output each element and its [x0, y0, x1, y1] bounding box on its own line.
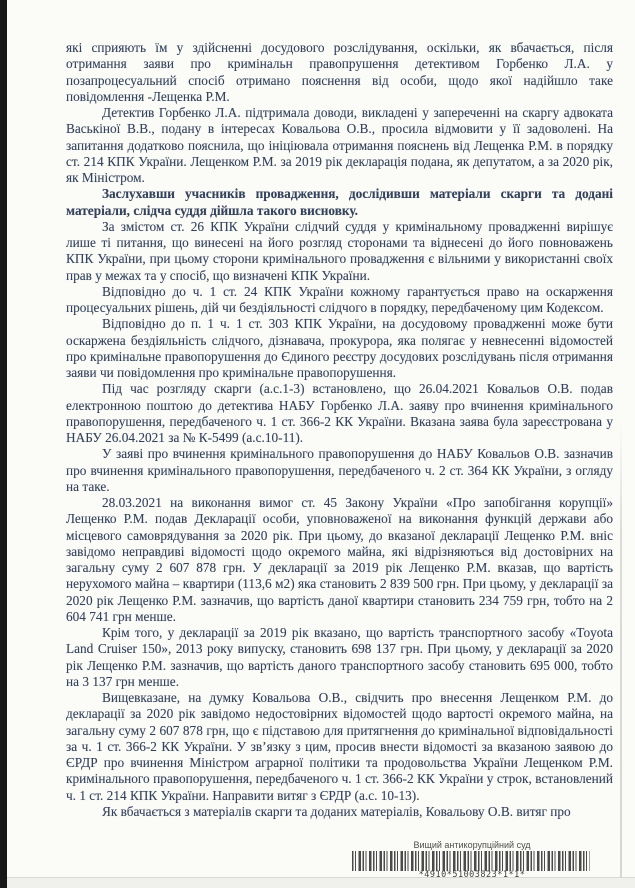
- page-edge-right: [620, 420, 622, 878]
- paragraph: Відповідно до ч. 1 ст. 24 КПК України кожному гарантується право на оскарження процесуальних рішень, дій чи бездіяльності слідчого в порядку, передбаченому цим Кодексом.: [66, 283, 613, 315]
- paragraph-conclusion-heading: Заслухавши учасників провадження, дослідивши матеріали скарги та додані матеріали, слідча суддя дійшла такого висновку.: [66, 186, 613, 218]
- paragraph: 28.03.2021 на виконання вимог ст. 45 Закону України «Про запобігання корупції» Лещенко Р.М. подав Декларації особи, уповноваженої на виконання функцій держави або місцевого самоврядування за 2020 рік. При цьому, до вказаної декларації Лещенко Р.М. вніс завідомо неправдиві відомості щодо окремого майна, які відрізняються від достовірних на загальну суму 2 607 878 грн. У декларації за 2019 рік Лещенко Р.М. вказав, що вартість нерухомого майна – квартири (113,6 м2) яка становить 2 839 500 грн. При цьому, у декларації за 2020 рік Лещенко Р.М. зазначив, що вартість даної квартири становить 234 759 грн, тобто на 2 604 741 грн менше.: [66, 495, 613, 624]
- paragraph: За змістом ст. 26 КПК України слідчий суддя у кримінальному провадженні вирішує лише ті питання, що винесені на його розгляд сторонами та віднесені до його повноважень КПК України, при цьому сторони кримінального провадження є вільними у використанні своїх прав у межах та у спосіб, що визначені КПК України.: [66, 218, 613, 283]
- paragraph: Вищевказане, на думку Ковальова О.В., свідчить про внесення Лещенком Р.М. до декларації за 2020 рік завідомо недостовірних відомостей щодо вартості окремого майна, на загальну суму 2 607 878 грн, що є підставою для притягнення до кримінальної відповідальності за ч. 1 ст. 366-2 КК України. У зв’язку з цим, просив внести відомості за вказаною заявою до ЄРДР про вчинення Міністром аграрної політики та продовольства України Лещенком Р.М. кримінального правопорушення, передбаченого ч. 1 ст. 366-2 КК України у строк, встановлений ч. 1 ст. 214 КПК України. Направити витяг з ЄРДР (а.с. 10-13).: [66, 690, 613, 803]
- barcode-number: *4910*51003823*1*1*: [418, 870, 526, 880]
- court-name-label: Вищий антикорупційний суд: [413, 840, 531, 850]
- paragraph: Під час розгляду скарги (а.с.1-3) встановлено, що 26.04.2021 Ковальов О.В. подав електронною поштою до детектива НАБУ Горбенко Л.А. заяву про вчинення кримінального правопорушення, передбаченого ч. 1 ст. 366-2 КК України. Вказана заява була зареєстрована у НАБУ 26.04.2021 за № К-5499 (а.с.10-11).: [66, 381, 613, 445]
- paragraph: У заяві про вчинення кримінального правопорушення до НАБУ Ковальов О.В. зазначив про вчинення кримінального правопорушення, передбаченого ч. 2 ст. 364 КК України, з огляду на таке.: [66, 446, 613, 494]
- document-text-block: [66, 40, 613, 820]
- barcode: [352, 851, 590, 871]
- paragraph: Детектив Горбенко Л.А. підтримала доводи, викладені у запереченні на скаргу адвоката Васькіної В.В., подану в інтересах Ковальова О.В., просила відмовити у її задоволені. На запитання додатково пояснила, що ініціювала отримання пояснень від Лещенка Р.М. в порядку ст. 214 КПК України. Лещенком Р.М. за 2019 рік декларація подана, як депутатом, а за 2020 рік, як Міністром.: [66, 105, 613, 185]
- paragraph: Крім того, у декларації за 2019 рік вказано, що вартість транспортного засобу «Toyota Land Cruiser 150», 2013 року випуску, становить 698 137 грн. При цьому, у декларації за 2020 рік Лещенко Р.М. зазначив, що вартість даного транспортного засобу становить 695 000, тобто на 3 137 грн менше.: [66, 625, 613, 689]
- paragraph: які сприяють їм у здійсненні досудового розслідування, оскільки, як вбачається, після отримання заяви про кримінальн правопрушення детективом Горбенко Л.А. у позапроцесуальний спосіб отримано пояснення від особи, щодо якої надійшло таке повідомлення -Лещенка Р.М.: [66, 40, 613, 104]
- paragraph: Відповідно до п. 1 ч. 1 ст. 303 КПК України, на досудовому провадженні може бути оскаржена бездіяльність слідчого, дізнавача, прокурора, яка полягає у невнесенні відомостей про кримінальне правопорушення до Єдиного реєстру досудових розслідувань після отримання заяви чи повідомлення про кримінальне правопорушення.: [66, 316, 613, 380]
- scan-edge-artifact: [0, 0, 7, 888]
- registration-barcode-block: [352, 840, 592, 880]
- paragraph: Як вбачається з матеріалів скарги та доданих матеріалів, Ковальову О.В. витяг про: [102, 803, 571, 819]
